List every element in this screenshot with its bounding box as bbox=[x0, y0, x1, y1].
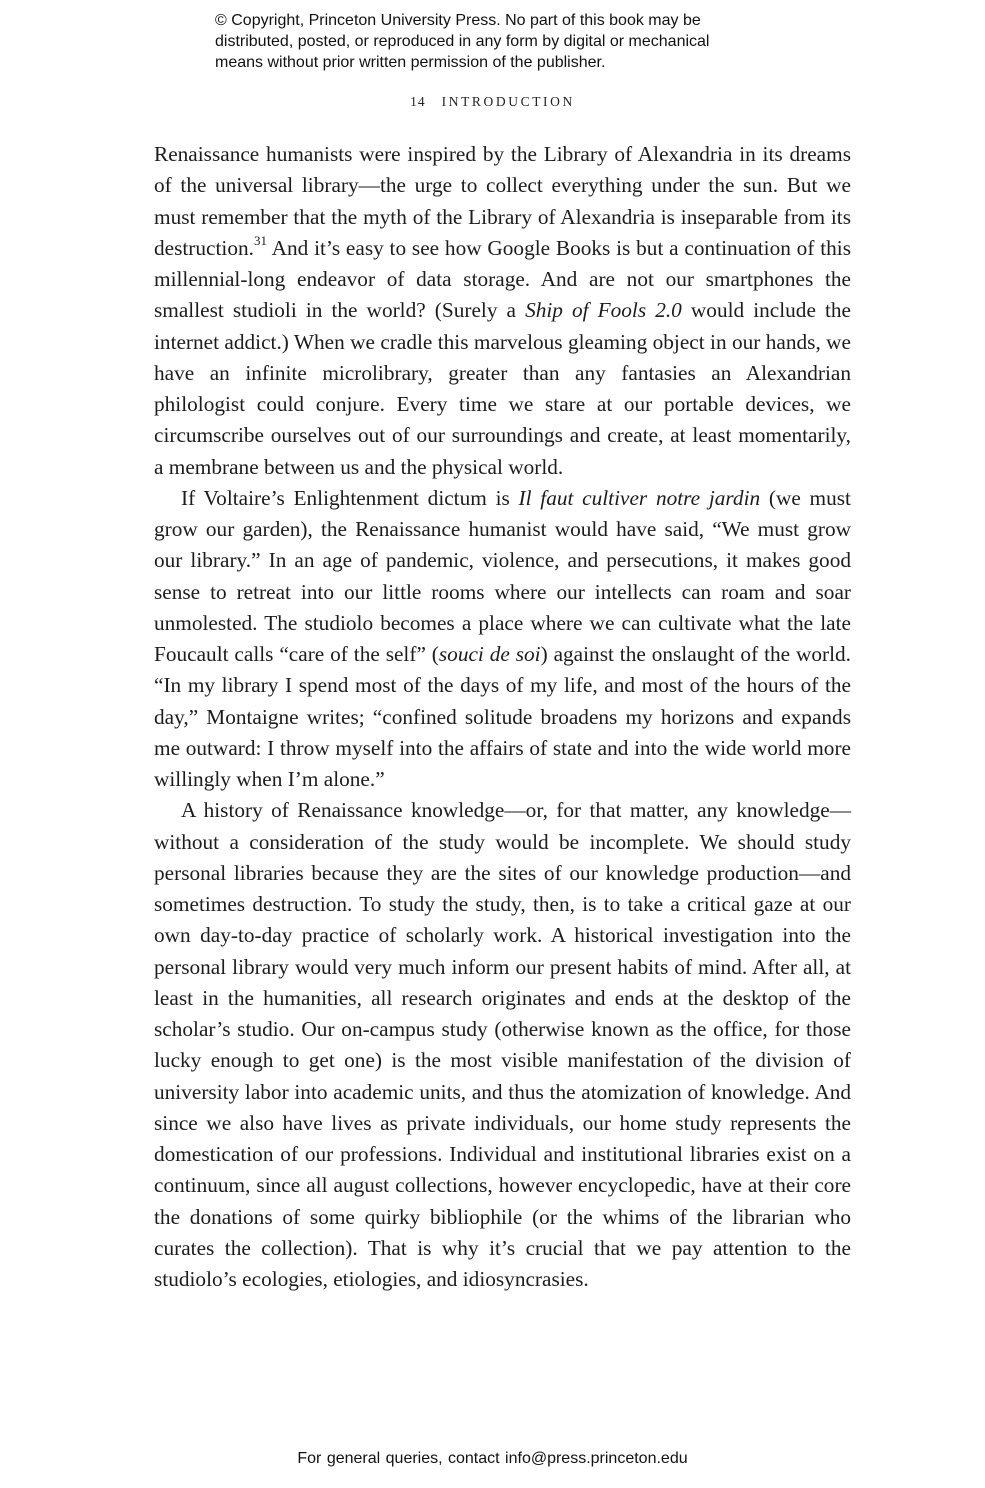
paragraph-2 bbox=[154, 483, 851, 796]
running-head bbox=[0, 94, 985, 110]
copyright-line: © Copyright, Princeton University Press. No part of this book may be bbox=[215, 12, 701, 29]
copyright-line: distributed, posted, or reproduced in any form by digital or mechanical bbox=[215, 33, 710, 50]
copyright-notice bbox=[215, 10, 815, 73]
text-run: A history of Renaissance knowledge—or, for that matter, any knowledge—without a consideration of the study would be incomplete. We should study personal libraries because they are the sites of our knowledge production—and sometimes destruction. To study the study, then, is to take a critical gaze at our own day-to-day practice of scholarly work. A historical investigation into the personal library would very much inform our present habits of mind. After all, at least in the humanities, all research originates and ends at the desktop of the scholar’s studio. Our on-campus study (otherwise known as the office, for those lucky enough to get one) is the most visible manifestation of the division of university labor into academic units, and thus the atomization of knowledge. And since we also have lives as private individuals, our home study represents the domestication of our professions. Individual and institutional libraries exist on a continuum, since all august collections, however encyclopedic, have at their core the donations of some quirky bibliophile (or the whims of the librarian who curates the collection). That is why it’s crucial that we pay attention to the studiolo’s ecologies, etiologies, and idiosyncrasies. bbox=[154, 798, 851, 1291]
text-run: ) against the onslaught of the world. “In my library I spend most of the days of my life, and most of the hours of the day,” Montaigne writes; “confined solitude broadens my horizons and expands me outward: I throw myself into the affairs of state and into the wide world more willingly when I’m alone.” bbox=[154, 642, 851, 791]
copyright-line: means without prior written permission of the publisher. bbox=[215, 54, 606, 71]
page-number: 14 bbox=[410, 94, 426, 109]
italic-phrase: Il faut cultiver notre jardin bbox=[518, 485, 761, 510]
italic-title: Ship of Fools 2.0 bbox=[525, 298, 682, 323]
paragraph-3 bbox=[154, 795, 851, 1295]
text-run: Renaissance humanists were inspired by the Library of Alexandria in its dreams of the universal library—the urge to collect everything under the sun. But we must remember that the myth of the Library of Alexandria is inseparable from its destruction. bbox=[154, 142, 851, 260]
footer-contact: For general queries, contact info@press.princeton.edu bbox=[297, 1450, 688, 1467]
text-run: And it’s easy to see how Google Books is but a continuation of this millennial-long endeavor of data storage. And are not our smartphones the smallest studioli in the world? (Surely a bbox=[154, 235, 851, 323]
text-run: would include the internet addict.) When we cradle this marvelous gleaming object in our hands, we have an infinite microlibrary, greater than any fantasies an Alexandrian philologist could conjure. Every time we stare at our portable devices, we circumscribe ourselves out of our surroundings and create, at least momentarily, a membrane between us and the physical world. bbox=[154, 298, 851, 479]
body-text bbox=[154, 139, 851, 1295]
text-run: (we must grow our garden), the Renaissance humanist would have said, “We must grow our library.” In an age of pandemic, violence, and persecutions, it makes good sense to retreat into our little rooms where our intellects can roam and soar unmolested. The studiolo becomes a place where we can cultivate what the late Foucault calls “care of the self” ( bbox=[154, 485, 851, 666]
footnote-marker[interactable]: 31 bbox=[253, 232, 267, 248]
text-run: If Voltaire’s Enlightenment dictum is bbox=[181, 485, 519, 510]
paragraph-1 bbox=[154, 139, 851, 483]
italic-phrase: souci de soi bbox=[438, 642, 541, 666]
section-title: INTRODUCTION bbox=[441, 94, 575, 109]
